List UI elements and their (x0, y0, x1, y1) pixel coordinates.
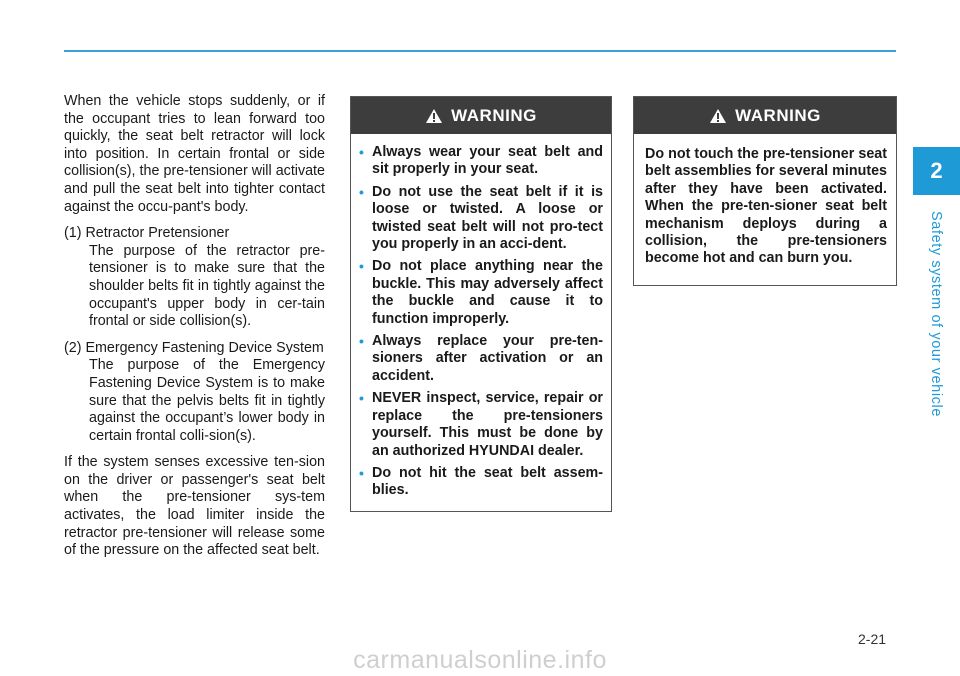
closing-paragraph: If the system senses excessive ten-sion on the driver or passenger's seat belt when the pre-tensioner sys-tem activates, the load limiter inside the retractor pre-tensioner will release some of the pressure on the affected seat belt. (64, 454, 325, 559)
warning-item: • Always wear your seat belt and sit properly in your seat. (359, 144, 603, 178)
item2-text: The purpose of the Emergency Fastening Device System is to make sure that the pelvis belts fit in tightly against the occupant’s lower body in certain frontal colli-sion(s). (89, 357, 325, 444)
bullet-icon: • (359, 183, 364, 200)
header-rule (64, 50, 896, 52)
watermark: carmanualsonline.info (353, 646, 607, 674)
bullet-icon: • (359, 390, 364, 407)
warning-item: • Do not hit the seat belt assem-blies. (359, 464, 603, 499)
warning-box-1 (350, 96, 612, 512)
warning-text-2: Do not touch the pre-tensioner seat belt assemblies for several minutes after they have been activated. When the pre-ten-sioner seat belt mechanism deploys during a collision, the pre-tensioners become hot and can burn you. (645, 146, 887, 267)
warning-header-2 (634, 97, 896, 134)
chapter-number: 2 (930, 158, 943, 183)
warning-item: • NEVER inspect, service, repair or replace the pre-tensioners yourself. This must be done by an authorized HYUNDAI dealer. (359, 390, 603, 459)
bullet-icon: • (359, 258, 364, 275)
warning-item: • Always replace your pre-ten-sioners after activation or an accident. (359, 333, 603, 384)
bullet-icon: • (359, 144, 364, 160)
chapter-tab[interactable] (913, 147, 960, 195)
warning-box-2 (633, 96, 897, 286)
warning-title-1: WARNING (451, 105, 537, 125)
body-column (64, 93, 325, 560)
chapter-title: Safety system of your vehicle (928, 211, 944, 417)
warning-item: • Do not use the seat belt if it is loose or twisted. A loose or twisted seat belt will not pro-tect you properly in an acci-dent. (359, 183, 603, 253)
warning-triangle-icon (709, 108, 727, 124)
warning-title-2: WARNING (735, 105, 821, 125)
warning-list-1 (351, 134, 611, 500)
warning-triangle-icon (425, 108, 443, 124)
item2-heading: (2) Emergency Fastening Device System (64, 339, 324, 356)
item1-text: The purpose of the retractor pre-tensioner is to make sure that the shoulder belts fit in tightly against the occupant's upper body in cer-tain frontal or side collision(s). (89, 242, 325, 330)
bullet-icon: • (359, 464, 364, 481)
bullet-icon: • (359, 333, 364, 350)
item1-heading: (1) Retractor Pretensioner (64, 225, 230, 242)
intro-paragraph: When the vehicle stops suddenly, or if the occupant tries to lean forward too quickly, the seat belt retractor will lock into position. In certain frontal or side collision(s), the pre-tensioner will activate and pull the seat belt into tighter contact against the occu-pant's body. (64, 93, 325, 215)
page-number: 2-21 (858, 631, 887, 647)
warning-item: • Do not place anything near the buckle. This may adversely affect the buckle and cause it to function improperly. (359, 258, 603, 327)
warning-header-1 (351, 97, 611, 134)
